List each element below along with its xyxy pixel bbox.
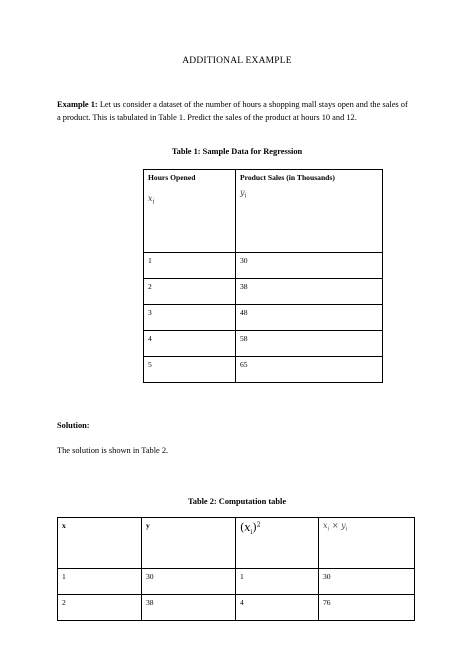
table-header-row [58,518,415,569]
x-header: x [58,518,142,569]
x-squared-cell: 1 [236,569,319,595]
table-row [144,331,383,357]
y-cell: 38 [142,595,236,621]
table-row [144,253,383,279]
example-paragraph [57,98,412,124]
table-row [144,357,383,383]
product-sales-label: Product Sales (in Thousands) [240,173,335,182]
sales-cell: 30 [236,253,383,279]
y-cell: 30 [142,569,236,595]
table-row [144,305,383,331]
x-squared-cell: 4 [236,595,319,621]
table-row [58,595,415,621]
hours-opened-label: Hours Opened [148,173,196,182]
hours-opened-header [144,170,236,253]
hours-cell: 4 [144,331,236,357]
x-cell: 1 [58,569,142,595]
x-times-y-cell: 30 [319,569,415,595]
page-title: ADDITIONAL EXAMPLE [182,56,292,66]
x-i-symbol: $x_i$ [148,194,155,206]
y-i-symbol: $y_i$ [240,188,247,200]
y-header: y [142,518,236,569]
sales-cell: 38 [236,279,383,305]
table-row [58,569,415,595]
table-header-row [144,170,383,253]
solution-label: Solution: [57,421,90,430]
hours-cell: 3 [144,305,236,331]
solution-text: The solution is shown in Table 2. [57,446,169,455]
sales-cell: 65 [236,357,383,383]
table-1-caption: Table 1: Sample Data for Regression [171,147,303,156]
hours-cell: 1 [144,253,236,279]
sales-cell: 48 [236,305,383,331]
x-cell: 2 [58,595,142,621]
table-row [144,279,383,305]
table-2-caption: Table 2: Computation table [187,497,287,506]
example-text: Let us consider a dataset of the number of hours a shopping mall stays open and the sales of a product. This is tabulated in Table 1. Predict the sales of the product at hours 10 and 12. [57,100,408,122]
example-label: Example 1: [57,100,98,109]
sample-data-table [143,169,383,383]
computation-table [57,517,415,621]
x-times-y-header [319,518,415,569]
x-times-y-cell: 76 [319,595,415,621]
sales-cell: 58 [236,331,383,357]
hours-cell: 5 [144,357,236,383]
x-squared-header [236,518,319,569]
hours-cell: 2 [144,279,236,305]
x-times-y-formula: $x_i \times y_i$ [323,521,348,533]
product-sales-header [236,170,383,253]
x-squared-formula: $(x_i)^2$ [240,521,261,537]
